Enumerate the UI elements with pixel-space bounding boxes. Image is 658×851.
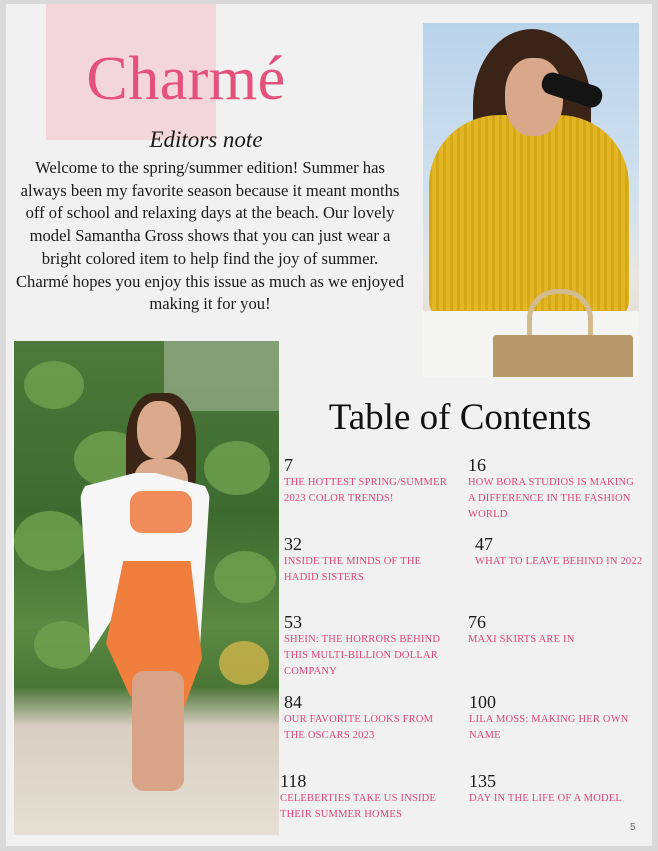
toc-page-number: 7 xyxy=(284,455,293,475)
toc-page-number: 53 xyxy=(284,612,302,632)
toc-page-number: 76 xyxy=(468,612,486,632)
toc-page-number: 32 xyxy=(284,534,302,554)
toc-page-number: 135 xyxy=(469,771,496,791)
toc-item[interactable] xyxy=(468,455,640,523)
toc-label: MAXI SKIRTS ARE IN xyxy=(468,634,575,645)
toc-item[interactable] xyxy=(284,534,456,586)
toc-label: WHAT TO LEAVE BEHIND IN 2022 xyxy=(475,556,643,567)
toc-page-number: 118 xyxy=(280,771,307,791)
model-photo-beach xyxy=(14,341,279,835)
toc-label: CELEBERTIES TAKE US INSIDE THEIR SUMMER HOMES xyxy=(280,793,437,820)
toc-item[interactable] xyxy=(284,455,452,507)
toc-label: THE HOTTEST SPRING/SUMMER 2023 COLOR TRENDS! xyxy=(284,477,447,504)
toc-item[interactable] xyxy=(475,534,647,570)
toc-label: HOW BORA STUDIOS IS MAKING A DIFFERENCE IN THE FASHION WORLD xyxy=(468,477,635,520)
toc-item[interactable] xyxy=(469,692,641,744)
toc-item[interactable] xyxy=(284,612,456,680)
magazine-page xyxy=(6,4,652,846)
editors-note-body: Welcome to the spring/summer edition! Summer has always been my favorite season because it meant months off of school and relaxing days at the beach. Our lovely model Samantha Gross shows that you can just wear a bright colored item to help find the joy of summer. Charmé hopes you enjoy this issue as much as we enjoyed making it for you! xyxy=(15,158,405,314)
toc-title: Table of Contents xyxy=(328,397,592,438)
toc-label: SHEIN: THE HORRORS BEHIND THIS MULTI-BILLION DOLLAR COMPANY xyxy=(284,634,441,677)
toc-item[interactable] xyxy=(284,692,456,744)
toc-page-number: 47 xyxy=(475,534,493,554)
toc-page-number: 100 xyxy=(469,692,496,712)
toc-label: LILA MOSS: MAKING HER OWN NAME xyxy=(469,714,629,741)
toc-item[interactable] xyxy=(469,771,647,807)
toc-page-number: 84 xyxy=(284,692,302,712)
toc-label: DAY IN THE LIFE OF A MODEL xyxy=(469,793,622,804)
editors-note-title: Editors note xyxy=(149,127,263,152)
page-number: 5 xyxy=(630,822,636,833)
toc-item[interactable] xyxy=(280,771,452,823)
toc-label: INSIDE THE MINDS OF THE HADID SISTERS xyxy=(284,556,422,583)
brand-logo: Charmé xyxy=(86,45,286,113)
toc-label: OUR FAVORITE LOOKS FROM THE OSCARS 2023 xyxy=(284,714,434,741)
toc-page-number: 16 xyxy=(468,455,486,475)
model-photo-yellow-sweater xyxy=(423,23,639,377)
toc-item[interactable] xyxy=(468,612,640,648)
